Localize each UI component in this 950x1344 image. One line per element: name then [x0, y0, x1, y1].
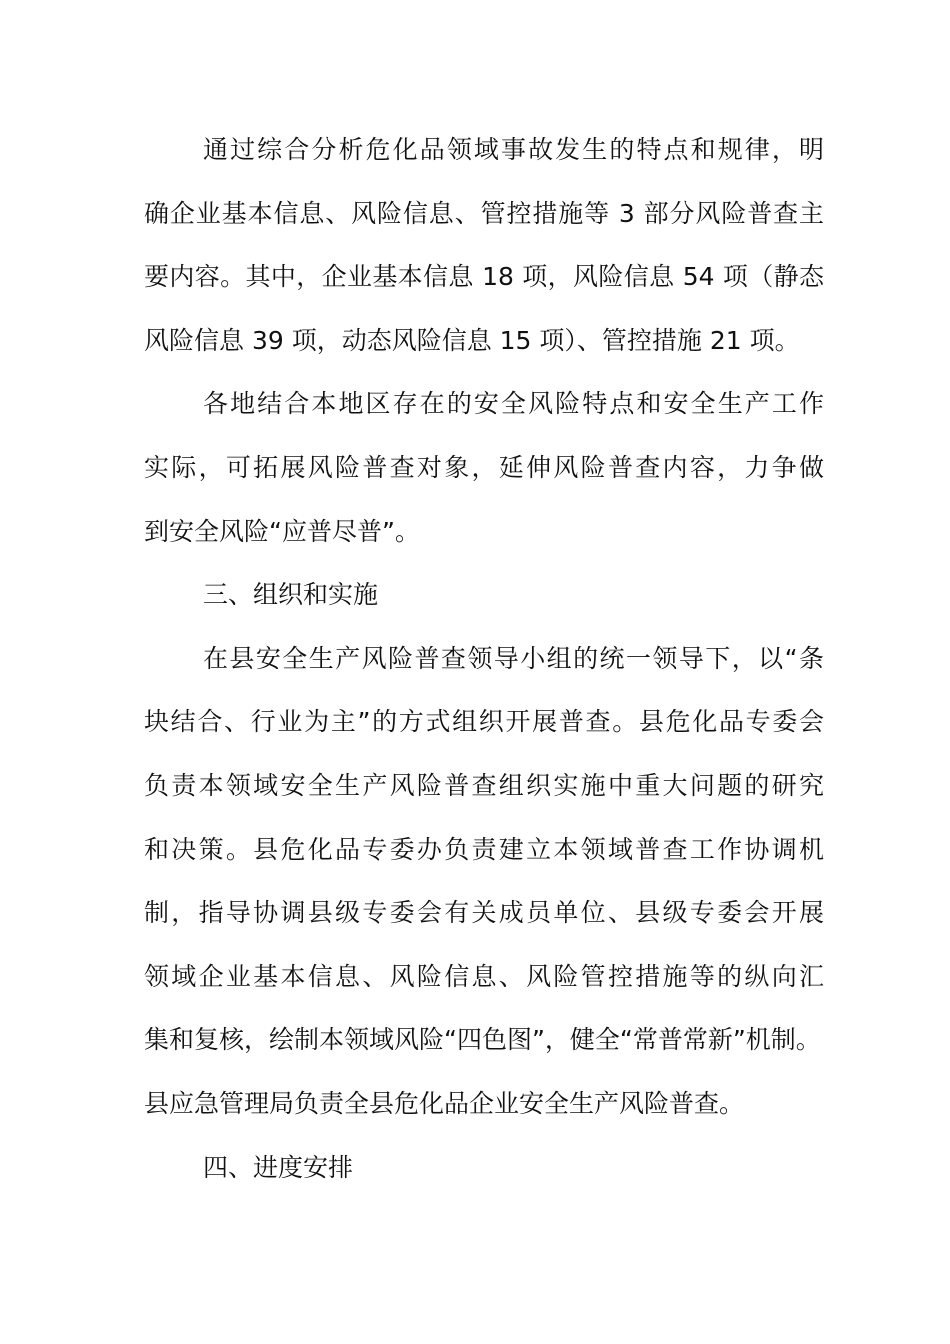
document-body	[144, 118, 824, 1199]
paragraph-line: 和决策。县危化品专委办负责建立本领域普查工作协调机	[144, 834, 824, 864]
paragraph-line: 块结合、行业为主”的方式组织开展普查。县危化品专委会	[144, 707, 824, 737]
paragraph-line: 要内容。其中，企业基本信息 18 项，风险信息 54 项（静态	[144, 262, 824, 292]
paragraph-line: 各地结合本地区存在的安全风险特点和安全生产工作	[203, 389, 824, 419]
paragraph-line: 风险信息 39 项，动态风险信息 15 项）、管控措施 21 项。	[144, 325, 800, 355]
paragraph-line: 集和复核，绘制本领域风险“四色图”，健全“常普常新”机制。	[144, 1025, 821, 1055]
paragraph-line: 县应急管理局负责全县危化品企业安全生产风险普查。	[144, 1088, 745, 1118]
paragraph-line: 领域企业基本信息、风险信息、风险管控措施等的纵向汇	[144, 961, 824, 991]
paragraph-line: 制，指导协调县级专委会有关成员单位、县级专委会开展	[144, 898, 824, 928]
section-heading: 四、进度安排	[203, 1152, 354, 1182]
paragraph-line: 负责本领域安全生产风险普查组织实施中重大问题的研究	[144, 770, 824, 800]
paragraph-line: 确企业基本信息、风险信息、管控措施等 3 部分风险普查主	[144, 198, 824, 228]
section-heading: 三、组织和实施	[203, 580, 379, 610]
paragraph-line: 实际，可拓展风险普查对象，延伸风险普查内容，力争做	[144, 452, 824, 482]
paragraph-line: 在县安全生产风险普查领导小组的统一领导下，以“条	[203, 643, 824, 673]
paragraph-line: 到安全风险“应普尽普”。	[144, 516, 420, 546]
paragraph-line: 通过综合分析危化品领域事故发生的特点和规律，明	[203, 135, 824, 164]
